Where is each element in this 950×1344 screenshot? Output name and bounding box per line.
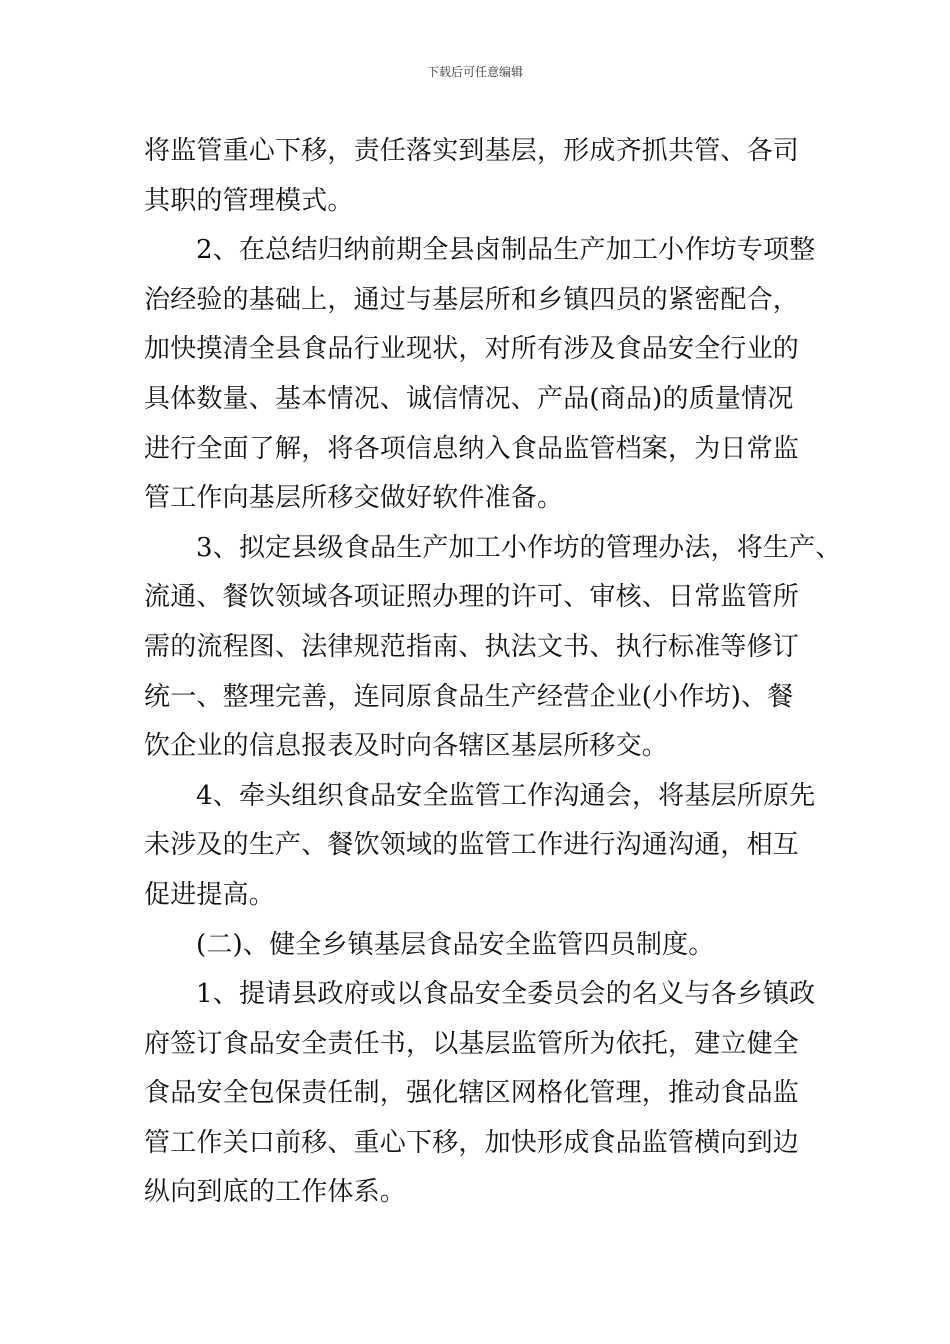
text-line: 4、牵头组织食品安全监管工作沟通会，将基层所原先 [196,780,816,811]
text-line: 需的流程图、法律规范指南、执法文书、执行标准等修订 [144,631,800,662]
text-line: 饮企业的信息报表及时向各辖区基层所移交。 [144,731,669,762]
document-body [144,127,842,1218]
text-line: 将监管重心下移，责任落实到基层，形成齐抓共管、各司 [144,136,800,166]
text-line: 统一、整理完善，连同原食品生产经营企业(小作坊)、餐 [144,681,794,712]
text-line: 1、提请县政府或以食品安全委员会的名义与各乡镇政 [196,979,816,1010]
text-line: 3、拟定县级食品生产加工小作坊的管理办法，将生产、 [196,532,842,563]
text-line: 促进提高。 [144,879,276,910]
text-line: 未涉及的生产、餐饮领域的监管工作进行沟通沟通，相互 [144,830,800,861]
text-line: 治经验的基础上，通过与基层所和乡镇四员的紧密配合， [144,284,800,315]
text-line: 食品安全包保责任制，强化辖区网格化管理，推动食品监 [144,1078,800,1109]
text-line: 其职的管理模式。 [144,185,354,216]
text-line: 管工作向基层所移交做好软件准备。 [144,483,564,514]
text-line: 纵向到底的工作体系。 [144,1177,407,1208]
text-line: 2、在总结归纳前期全县卤制品生产加工小作坊专项整 [196,235,816,266]
page-header-note: 下载后可任意编辑 [426,65,523,79]
text-line: 流通、餐饮领域各项证照办理的许可、审核、日常监管所 [144,582,800,613]
text-line: 加快摸清全县食品行业现状，对所有涉及食品安全行业的 [144,334,800,365]
text-line: 具体数量、基本情况、诚信情况、产品(商品)的质量情况 [144,383,794,414]
text-line: 进行全面了解，将各项信息纳入食品监管档案，为日常监 [144,433,800,464]
section-heading: (二)、健全乡镇基层食品安全监管四员制度。 [196,929,715,960]
text-line: 管工作关口前移、重心下移，加快形成食品监管横向到边 [144,1127,800,1158]
text-line: 府签订食品安全责任书，以基层监管所为依托，建立健全 [144,1028,800,1059]
